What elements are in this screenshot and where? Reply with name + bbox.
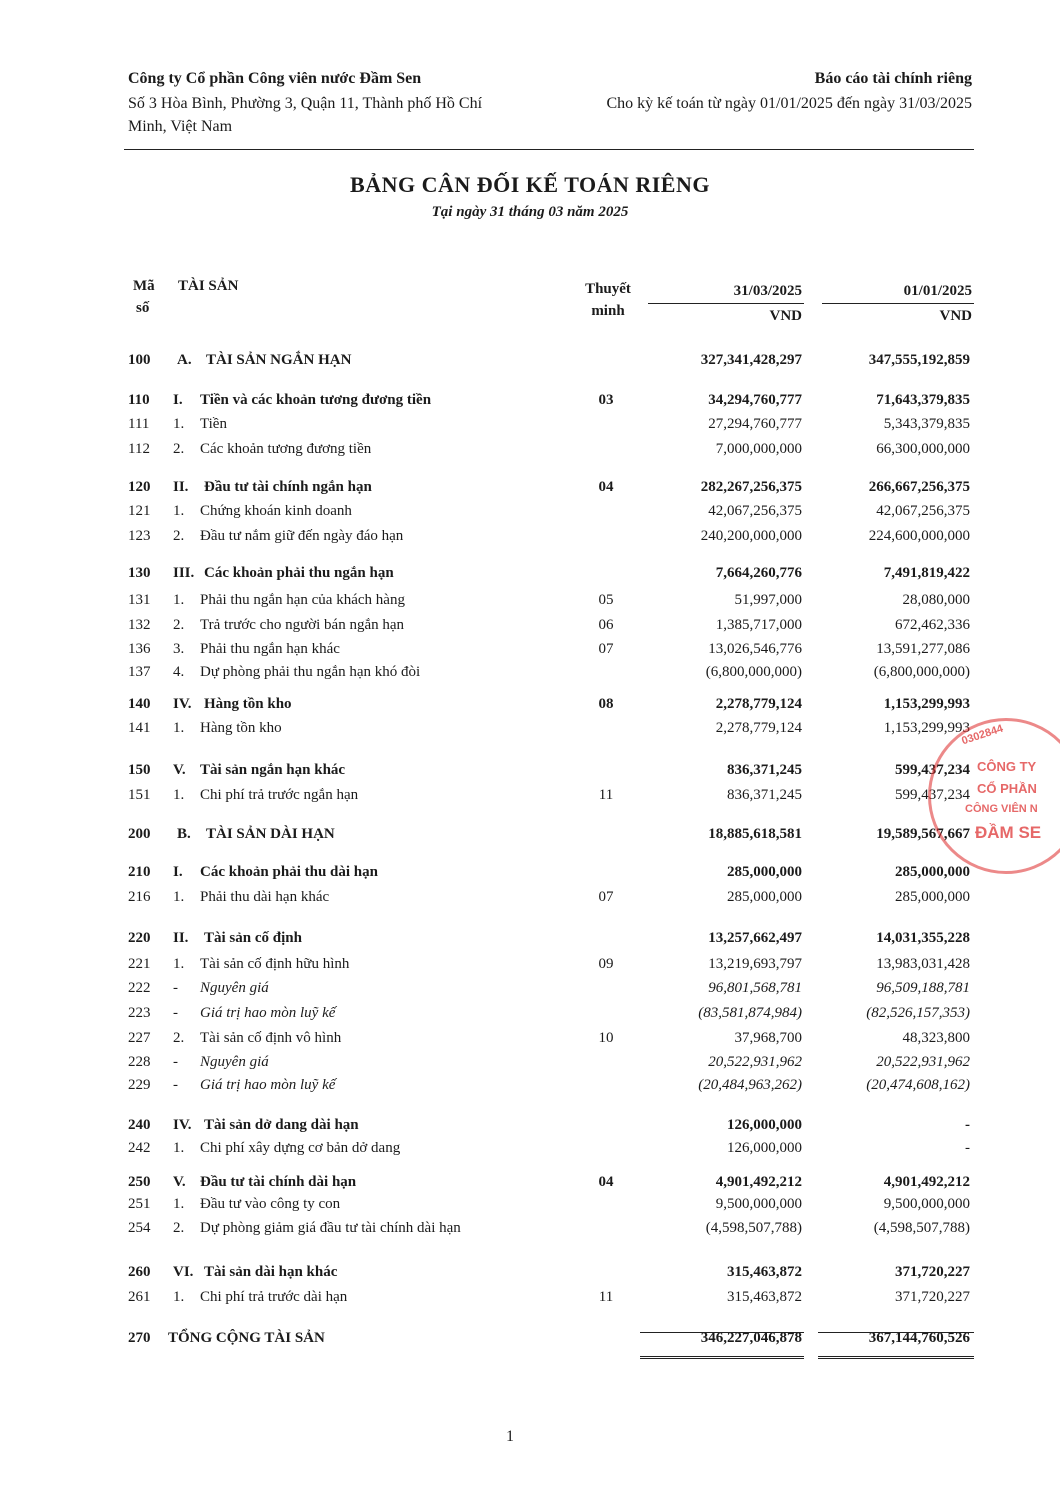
row-code: 131 <box>128 592 151 608</box>
row-code: 100 <box>128 352 151 368</box>
table-row <box>0 696 1060 718</box>
table-row <box>0 889 1060 911</box>
row-value-current: (20,484,963,262) <box>698 1077 802 1093</box>
row-code: 140 <box>128 696 151 712</box>
row-code: 250 <box>128 1174 151 1190</box>
row-index: I. <box>173 864 183 880</box>
table-row <box>0 1264 1060 1286</box>
row-code: 136 <box>128 641 151 657</box>
row-code: 254 <box>128 1220 151 1236</box>
table-row <box>0 720 1060 742</box>
row-value-current: 18,885,618,581 <box>708 826 802 842</box>
table-row <box>0 980 1060 1002</box>
stamp-line4: ĐẦM SE <box>975 823 1042 842</box>
row-value-current: 7,000,000,000 <box>715 441 802 457</box>
row-value-prior: - <box>965 1117 970 1133</box>
row-note: 07 <box>598 889 614 905</box>
row-code: 216 <box>128 889 151 905</box>
row-value-current: 13,257,662,497 <box>708 930 802 946</box>
row-label: Giá trị hao mòn luỹ kế <box>200 1005 336 1021</box>
col-code-line2: số <box>136 300 150 316</box>
row-value-current: 20,522,931,962 <box>708 1054 802 1070</box>
row-label: Dự phòng phải thu ngắn hạn khó đòi <box>200 664 421 680</box>
row-label: Phải thu ngắn hạn của khách hàng <box>200 592 405 608</box>
row-label: Nguyên giá <box>200 980 269 996</box>
row-value-prior: 13,983,031,428 <box>876 956 970 972</box>
table-row <box>0 528 1060 550</box>
total-bottom-rule-2 <box>818 1356 974 1359</box>
row-value-current: 836,371,245 <box>727 762 802 778</box>
table-row <box>0 1330 1060 1352</box>
row-label: Chứng khoán kinh doanh <box>200 503 352 519</box>
table-row <box>0 1005 1060 1027</box>
date2-rule <box>822 303 974 304</box>
row-index: V. <box>173 762 186 778</box>
row-value-current: 13,219,693,797 <box>708 956 802 972</box>
table-row <box>0 592 1060 614</box>
row-value-current: 7,664,260,776 <box>715 565 802 581</box>
row-code: 130 <box>128 565 151 581</box>
row-note: 04 <box>598 1174 614 1190</box>
row-value-current: 315,463,872 <box>727 1289 802 1305</box>
row-value-current: 42,067,256,375 <box>708 503 802 519</box>
table-row <box>0 641 1060 663</box>
row-value-prior: 20,522,931,962 <box>876 1054 970 1070</box>
row-index: 1. <box>173 787 185 803</box>
table-row <box>0 441 1060 463</box>
row-code: 221 <box>128 956 151 972</box>
row-label: Các khoản tương đương tiền <box>200 441 372 457</box>
row-value-prior: 224,600,000,000 <box>868 528 970 544</box>
row-code: 110 <box>128 392 150 408</box>
row-value-prior: 14,031,355,228 <box>876 930 970 946</box>
row-index: 1. <box>173 1140 185 1156</box>
table-row <box>0 1220 1060 1242</box>
date1-rule <box>648 303 804 304</box>
page-subtitle: Tại ngày 31 tháng 03 năm 2025 <box>431 204 629 220</box>
row-label: Tiền <box>200 416 227 432</box>
row-index: 1. <box>173 889 185 905</box>
row-value-current: 126,000,000 <box>727 1140 802 1156</box>
row-label: Tài sản ngắn hạn khác <box>200 762 346 778</box>
row-value-current: 34,294,760,777 <box>708 392 802 408</box>
row-label: TÀI SẢN DÀI HẠN <box>206 826 335 842</box>
row-value-prior: 1,153,299,993 <box>883 720 970 736</box>
row-label: Tài sản cố định <box>204 930 302 946</box>
row-note: 08 <box>598 696 614 712</box>
row-code: 227 <box>128 1030 151 1046</box>
table-row <box>0 392 1060 414</box>
row-note: 10 <box>598 1030 614 1046</box>
table-row <box>0 1030 1060 1052</box>
row-code: 220 <box>128 930 151 946</box>
row-code: 150 <box>128 762 151 778</box>
row-label: Chi phí trả trước dài hạn <box>200 1289 348 1305</box>
row-index: - <box>173 980 178 996</box>
row-note: 11 <box>598 1289 614 1305</box>
row-label: Phải thu ngắn hạn khác <box>200 641 340 657</box>
row-index: 1. <box>173 592 185 608</box>
table-row <box>0 1117 1060 1139</box>
row-index: VI. <box>173 1264 194 1280</box>
row-value-current: 2,278,779,124 <box>715 720 802 736</box>
row-value-current: 51,997,000 <box>734 592 802 608</box>
row-code: 240 <box>128 1117 151 1133</box>
row-value-prior: 71,643,379,835 <box>876 392 970 408</box>
row-note: 11 <box>598 787 614 803</box>
row-note: 04 <box>598 479 614 495</box>
row-note: 05 <box>598 592 614 608</box>
row-label: TỔNG CỘNG TÀI SẢN <box>168 1330 325 1346</box>
report-period: Cho kỳ kế toán từ ngày 01/01/2025 đến ngày 31/03/2025 <box>606 95 972 112</box>
row-value-prior: 672,462,336 <box>895 617 970 633</box>
row-label: Hàng tồn kho <box>204 696 292 712</box>
company-name: Công ty Cổ phần Công viên nước Đầm Sen <box>128 70 422 87</box>
row-label: Các khoản phải thu ngắn hạn <box>204 565 394 581</box>
row-index: 1. <box>173 956 185 972</box>
row-value-current: 27,294,760,777 <box>708 416 802 432</box>
row-index: 2. <box>173 528 185 544</box>
row-value-prior: - <box>965 1140 970 1156</box>
row-value-prior: 5,343,379,835 <box>883 416 970 432</box>
table-row <box>0 762 1060 784</box>
table-row <box>0 416 1060 438</box>
row-label: Giá trị hao mòn luỹ kế <box>200 1077 336 1093</box>
col-assets: TÀI SẢN <box>178 278 239 294</box>
page-number: 1 <box>506 1428 514 1445</box>
row-label: Tài sản cố định vô hình <box>200 1030 342 1046</box>
row-code: 123 <box>128 528 151 544</box>
col-date2: 01/01/2025 <box>903 283 972 299</box>
row-index: 2. <box>173 1030 185 1046</box>
row-code: 229 <box>128 1077 151 1093</box>
row-label: Tài sản dài hạn khác <box>204 1264 338 1280</box>
row-index: 1. <box>173 720 185 736</box>
row-value-current: 327,341,428,297 <box>700 352 802 368</box>
col-note-line2: minh <box>591 303 625 319</box>
total-top-rule-1 <box>640 1332 804 1333</box>
row-value-current: 285,000,000 <box>727 864 802 880</box>
table-row <box>0 1196 1060 1218</box>
row-code: 251 <box>128 1196 151 1212</box>
row-value-prior: 48,323,800 <box>902 1030 970 1046</box>
row-index: - <box>173 1005 178 1021</box>
table-row <box>0 479 1060 501</box>
row-value-prior: 66,300,000,000 <box>876 441 970 457</box>
row-value-current: 2,278,779,124 <box>715 696 802 712</box>
row-code: 121 <box>128 503 151 519</box>
row-label: Dự phòng giảm giá đầu tư tài chính dài hạn <box>200 1220 461 1236</box>
row-value-prior: 599,437,234 <box>895 762 970 778</box>
row-value-current: 836,371,245 <box>727 787 802 803</box>
row-index: IV. <box>173 1117 192 1133</box>
row-code: 242 <box>128 1140 151 1156</box>
row-label: Đầu tư vào công ty con <box>200 1196 341 1212</box>
row-note: 07 <box>598 641 614 657</box>
row-code: 210 <box>128 864 151 880</box>
row-value-prior: 371,720,227 <box>895 1289 970 1305</box>
row-value-prior: 42,067,256,375 <box>876 503 970 519</box>
row-value-prior: (4,598,507,788) <box>873 1220 970 1236</box>
table-row <box>0 930 1060 952</box>
row-value-prior: 7,491,819,422 <box>883 565 970 581</box>
row-label: Đầu tư tài chính dài hạn <box>200 1174 357 1190</box>
col-currency2: VND <box>939 308 972 324</box>
row-value-current: (83,581,874,984) <box>698 1005 802 1021</box>
row-note: 06 <box>598 617 614 633</box>
row-code: 228 <box>128 1054 151 1070</box>
row-index: 2. <box>173 441 185 457</box>
row-note: 03 <box>598 392 614 408</box>
row-code: 260 <box>128 1264 151 1280</box>
row-value-current: 96,801,568,781 <box>708 980 802 996</box>
row-label: Đầu tư nắm giữ đến ngày đáo hạn <box>200 528 404 544</box>
row-code: 137 <box>128 664 151 680</box>
row-code: 141 <box>128 720 151 736</box>
report-type: Báo cáo tài chính riêng <box>814 70 972 87</box>
stamp-line2: CỔ PHẦN <box>977 781 1037 796</box>
row-index: - <box>173 1054 178 1070</box>
row-label: Chi phí trả trước ngắn hạn <box>200 787 359 803</box>
row-value-current: 1,385,717,000 <box>715 617 802 633</box>
row-code: 222 <box>128 980 151 996</box>
row-label: Hàng tồn kho <box>200 720 282 736</box>
stamp-line1: CÔNG TY <box>977 759 1037 774</box>
row-index: 3. <box>173 641 185 657</box>
row-index: IV. <box>173 696 192 712</box>
row-value-prior: 9,500,000,000 <box>883 1196 970 1212</box>
table-row <box>0 1054 1060 1076</box>
table-row <box>0 617 1060 639</box>
table-row <box>0 1140 1060 1162</box>
table-row <box>0 503 1060 525</box>
stamp-top-text: 0302844 <box>960 722 1005 748</box>
row-value-prior: 4,901,492,212 <box>883 1174 970 1190</box>
table-row <box>0 864 1060 886</box>
row-code: 112 <box>128 441 150 457</box>
row-value-current: (4,598,507,788) <box>705 1220 802 1236</box>
row-index: 1. <box>173 503 185 519</box>
row-value-prior: 96,509,188,781 <box>876 980 970 996</box>
table-row <box>0 826 1060 848</box>
row-value-prior: 599,437,234 <box>895 787 970 803</box>
row-value-current: 4,901,492,212 <box>715 1174 802 1190</box>
row-index: II. <box>173 930 189 946</box>
row-code: 151 <box>128 787 151 803</box>
row-value-prior: 285,000,000 <box>895 889 970 905</box>
row-value-prior: 285,000,000 <box>895 864 970 880</box>
row-label: Phải thu dài hạn khác <box>200 889 330 905</box>
stamp-line3: CÔNG VIÊN N <box>965 803 1038 815</box>
row-value-prior: 367,144,760,526 <box>868 1330 970 1346</box>
row-label: Trả trước cho người bán ngắn hạn <box>200 617 405 633</box>
row-index: 1. <box>173 416 185 432</box>
col-note-line1: Thuyết <box>585 281 631 297</box>
company-address-line2: Minh, Việt Nam <box>128 118 233 135</box>
total-bottom-rule-1 <box>640 1356 804 1359</box>
row-value-current: (6,800,000,000) <box>705 664 802 680</box>
row-index: 1. <box>173 1196 185 1212</box>
table-row <box>0 1289 1060 1311</box>
row-value-current: 13,026,546,776 <box>708 641 802 657</box>
row-value-current: 282,267,256,375 <box>700 479 802 495</box>
total-top-rule-2 <box>818 1332 974 1333</box>
table-row <box>0 352 1060 374</box>
row-value-prior: 19,589,567,667 <box>876 826 970 842</box>
row-label: Các khoản phải thu dài hạn <box>200 864 378 880</box>
row-value-prior: 13,591,277,086 <box>876 641 970 657</box>
row-value-prior: 266,667,256,375 <box>868 479 970 495</box>
table-row <box>0 1077 1060 1099</box>
row-index: 4. <box>173 664 185 680</box>
col-date1: 31/03/2025 <box>733 283 802 299</box>
row-value-current: 240,200,000,000 <box>700 528 802 544</box>
row-value-prior: 28,080,000 <box>902 592 970 608</box>
row-label: Tiền và các khoản tương đương tiền <box>200 392 432 408</box>
row-label: Chi phí xây dựng cơ bản dở dang <box>200 1140 401 1156</box>
row-label: Nguyên giá <box>200 1054 269 1070</box>
table-row <box>0 956 1060 978</box>
row-code: 111 <box>128 416 150 432</box>
row-value-prior: (20,474,608,162) <box>866 1077 970 1093</box>
row-index: 1. <box>173 1289 185 1305</box>
col-currency1: VND <box>769 308 802 324</box>
row-index: III. <box>173 565 195 581</box>
row-code: 132 <box>128 617 151 633</box>
row-value-prior: 371,720,227 <box>895 1264 970 1280</box>
row-value-current: 346,227,046,878 <box>700 1330 802 1346</box>
table-row <box>0 787 1060 809</box>
row-label: Tài sản cố định hữu hình <box>200 956 350 972</box>
row-index: 2. <box>173 1220 185 1236</box>
row-code: 223 <box>128 1005 151 1021</box>
page-title: BẢNG CÂN ĐỐI KẾ TOÁN RIÊNG <box>350 172 710 197</box>
table-row <box>0 664 1060 686</box>
row-value-prior: 1,153,299,993 <box>883 696 970 712</box>
company-address-line1: Số 3 Hòa Bình, Phường 3, Quận 11, Thành phố Hồ Chí <box>128 95 483 112</box>
row-index: II. <box>173 479 189 495</box>
row-value-prior: 347,555,192,859 <box>868 352 970 368</box>
row-value-current: 285,000,000 <box>727 889 802 905</box>
table-row <box>0 565 1060 587</box>
row-value-prior: (82,526,157,353) <box>866 1005 970 1021</box>
row-value-current: 126,000,000 <box>727 1117 802 1133</box>
row-code: 261 <box>128 1289 151 1305</box>
row-index: A. <box>177 352 192 368</box>
row-value-current: 9,500,000,000 <box>715 1196 802 1212</box>
row-index: V. <box>173 1174 186 1190</box>
row-index: - <box>173 1077 178 1093</box>
header-rule <box>124 149 974 150</box>
row-code: 120 <box>128 479 151 495</box>
row-value-current: 315,463,872 <box>727 1264 802 1280</box>
row-label: Đầu tư tài chính ngắn hạn <box>204 479 372 495</box>
row-index: 2. <box>173 617 185 633</box>
row-note: 09 <box>598 956 614 972</box>
col-code-line1: Mã <box>133 278 155 294</box>
row-code: 200 <box>128 826 151 842</box>
row-value-current: 37,968,700 <box>734 1030 802 1046</box>
row-index: B. <box>177 826 191 842</box>
row-index: I. <box>173 392 183 408</box>
table-row <box>0 1174 1060 1196</box>
row-label: Tài sản dở dang dài hạn <box>204 1117 359 1133</box>
row-label: TÀI SẢN NGẮN HẠN <box>206 352 352 368</box>
row-code: 270 <box>128 1330 151 1346</box>
row-value-prior: (6,800,000,000) <box>873 664 970 680</box>
